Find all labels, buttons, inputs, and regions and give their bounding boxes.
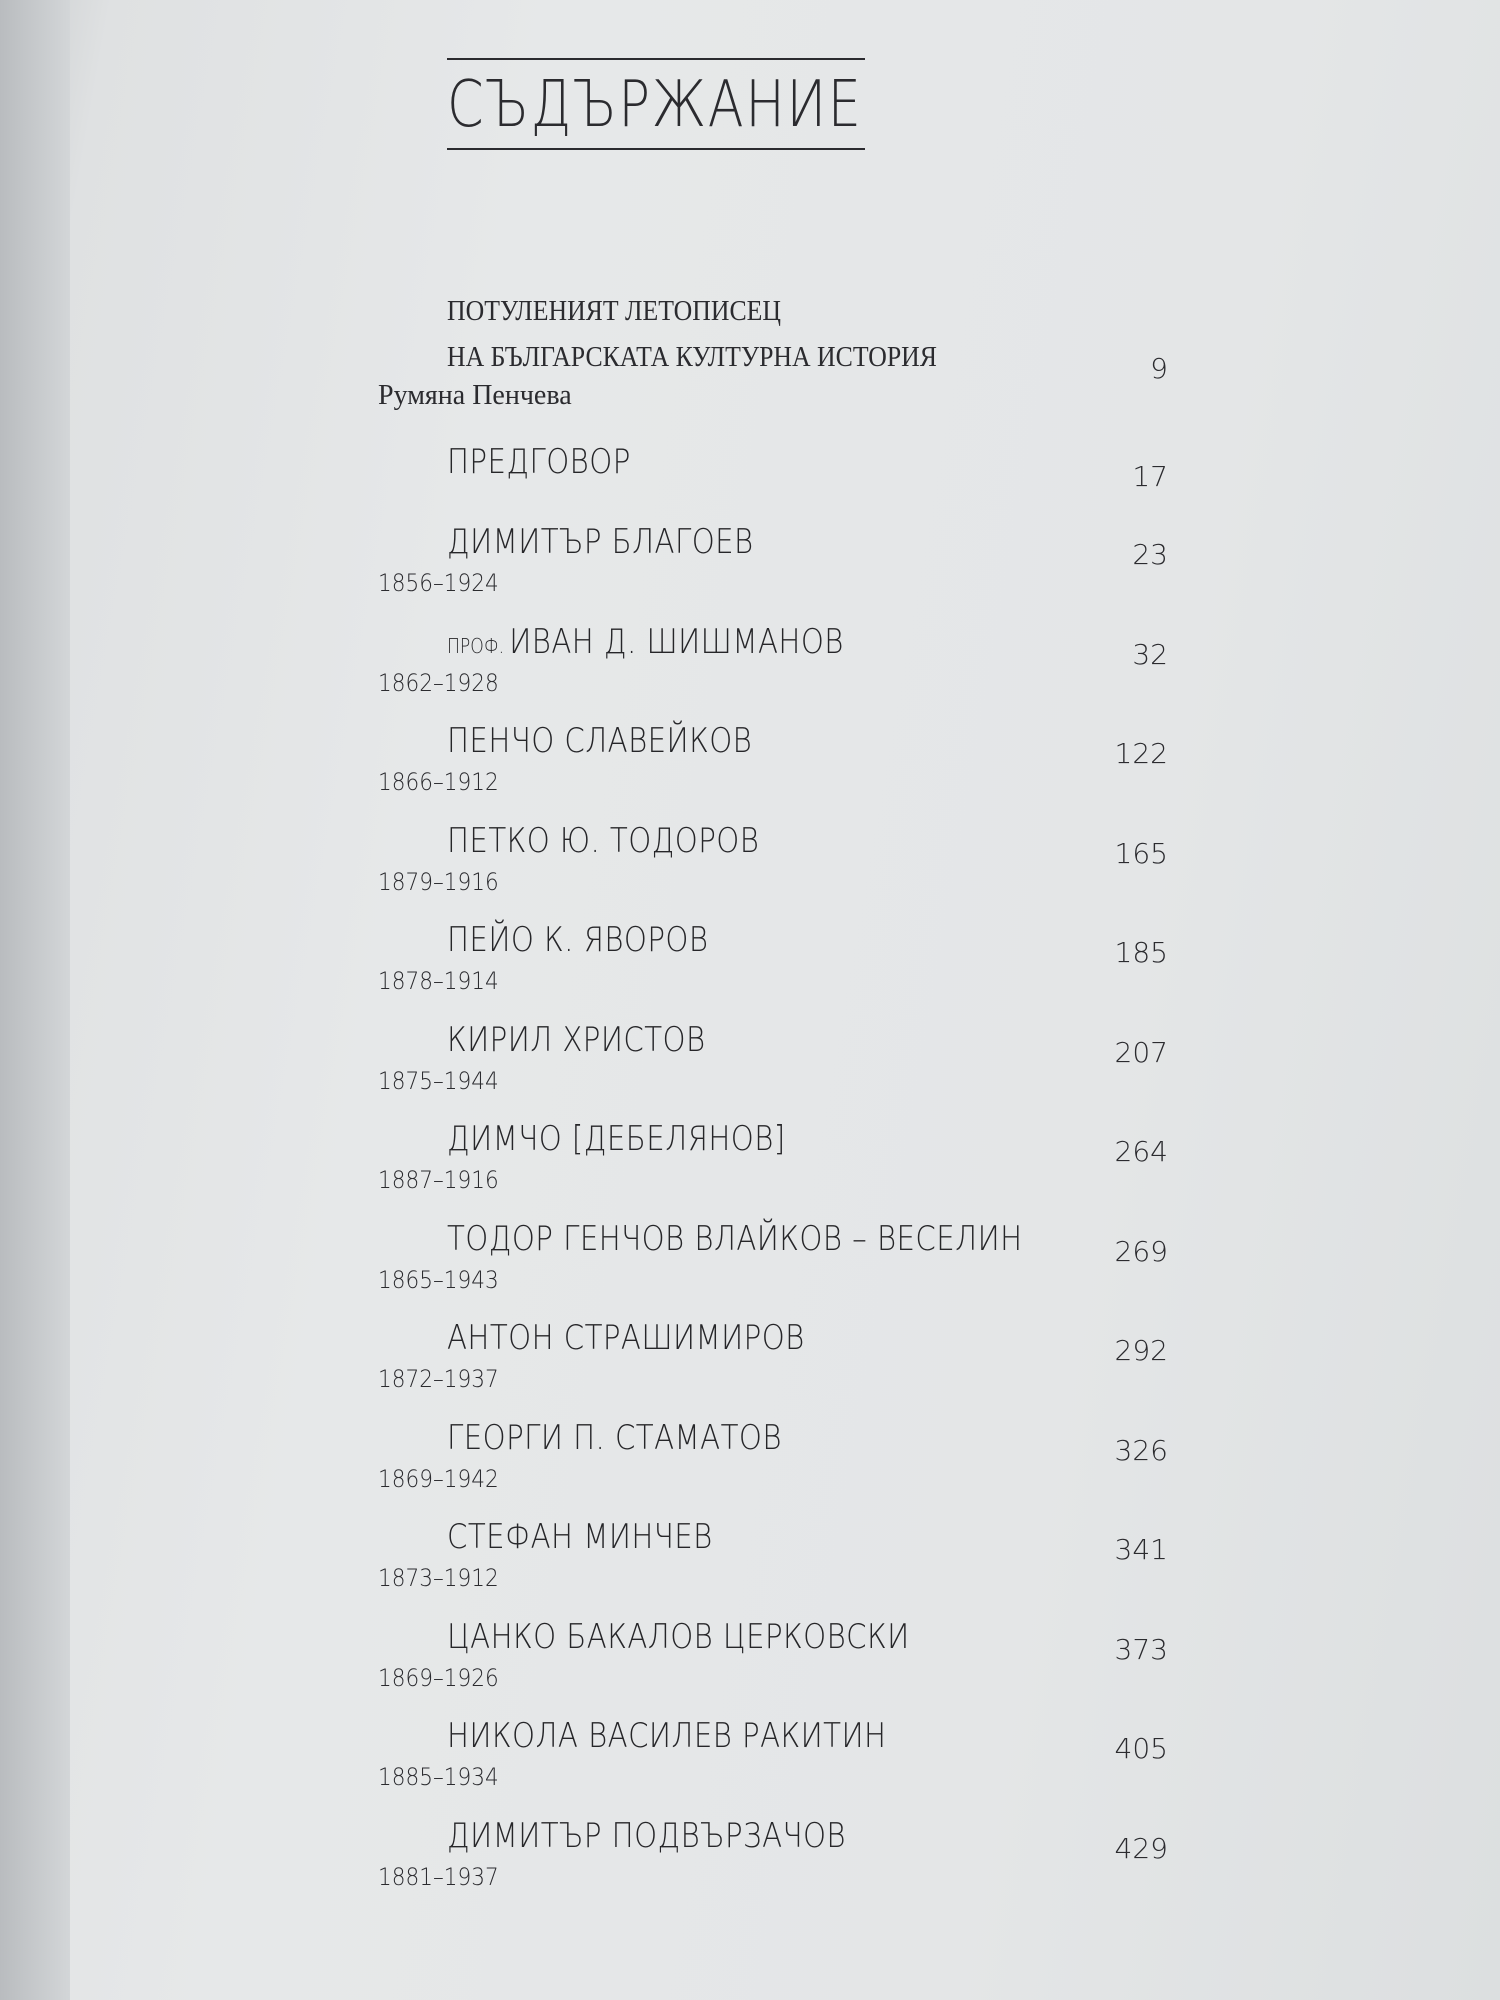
entry-author-name — [447, 1617, 910, 1657]
entry-name-text: ДИМИТЪР БЛАГОЕВ — [447, 522, 754, 562]
heading-top-rule — [447, 58, 865, 60]
entry-life-years: 1873–1912 — [378, 1564, 499, 1592]
entry-page-number: 326 — [1114, 1433, 1168, 1467]
entry-author-name — [447, 920, 708, 960]
entry-name-text: АНТОН СТРАШИМИРОВ — [447, 1318, 805, 1358]
entry-name-text: ДИМЧО [ДЕБЕЛЯНОВ] — [447, 1119, 786, 1159]
entry-life-years: 1862–1928 — [378, 668, 499, 697]
contents-heading — [447, 58, 865, 150]
entry-author-name — [447, 1816, 846, 1856]
entry-author-name — [447, 622, 844, 662]
entry-life-years: 1856–1924 — [378, 569, 499, 597]
heading-bottom-rule — [447, 148, 865, 150]
entry-page-number: 292 — [1114, 1334, 1168, 1367]
entry-page-number: 264 — [1114, 1135, 1168, 1168]
entry-author-name — [447, 1318, 805, 1358]
entry-name-text: ПЕТКО Ю. ТОДОРОВ — [447, 820, 760, 861]
entry-name-text: ИВАН Д. ШИШМАНОВ — [509, 621, 844, 662]
intro-title-line-2: НА БЪЛГАРСКАТА КУЛТУРНА ИСТОРИЯ — [447, 342, 937, 373]
preface-page-number: 17 — [1132, 460, 1168, 493]
entry-name-text: СТЕФАН МИНЧЕВ — [447, 1517, 713, 1557]
entry-name-text: ПЕЙО К. ЯВОРОВ — [447, 920, 709, 960]
entry-name-text: ПЕНЧО СЛАВЕЙКОВ — [447, 721, 753, 761]
entry-page-number: 165 — [1114, 836, 1168, 870]
entry-life-years: 1881–1937 — [378, 1862, 499, 1891]
book-spine-shadow — [0, 0, 70, 2000]
entry-author-name — [447, 522, 754, 562]
entry-author-name — [447, 1119, 786, 1159]
entry-life-years: 1869–1926 — [378, 1663, 499, 1692]
entry-page-number: 373 — [1114, 1632, 1168, 1666]
entry-page-number: 185 — [1114, 936, 1168, 969]
entry-author-name — [447, 821, 759, 861]
intro-title-line-1: ПОТУЛЕНИЯТ ЛЕТОПИСЕЦ — [447, 296, 781, 327]
entry-page-number: 23 — [1132, 538, 1168, 571]
entry-page-number: 207 — [1114, 1035, 1168, 1069]
intro-page-number: 9 — [1150, 352, 1168, 385]
entry-name-text: ЦАНКО БАКАЛОВ ЦЕРКОВСКИ — [447, 1616, 910, 1657]
entry-author-name — [447, 1418, 782, 1458]
entry-page-number: 341 — [1114, 1533, 1168, 1566]
entry-name-text: ТОДОР ГЕНЧОВ ВЛАЙКОВ – ВЕСЕЛИН — [447, 1218, 1023, 1259]
entry-life-years: 1875–1944 — [378, 1066, 499, 1095]
entry-page-number: 122 — [1114, 737, 1168, 770]
entry-page-number: 405 — [1114, 1732, 1168, 1765]
entry-name-text: КИРИЛ ХРИСТОВ — [447, 1019, 706, 1060]
entry-life-years: 1885–1934 — [378, 1763, 499, 1791]
entry-name-text: ГЕОРГИ П. СТАМАТОВ — [447, 1417, 782, 1458]
entry-life-years: 1879–1916 — [378, 867, 499, 896]
entry-page-number: 429 — [1114, 1831, 1168, 1865]
entry-life-years: 1865–1943 — [378, 1265, 499, 1294]
entry-life-years: 1872–1937 — [378, 1365, 499, 1393]
entry-author-name — [447, 1020, 706, 1060]
intro-author: Румяна Пенчева — [378, 380, 572, 411]
entry-life-years: 1887–1916 — [378, 1166, 499, 1194]
entry-name-prefix: ПРОФ. — [447, 633, 505, 658]
entry-author-name — [447, 721, 752, 761]
entry-name-text: НИКОЛА ВАСИЛЕВ РАКИТИН — [447, 1716, 887, 1756]
entry-author-name — [447, 1219, 1023, 1259]
preface-title: ПРЕДГОВОР — [447, 442, 631, 482]
entry-name-text: ДИМИТЪР ПОДВЪРЗАЧОВ — [447, 1815, 847, 1856]
entry-page-number: 269 — [1114, 1234, 1168, 1268]
entry-author-name — [447, 1716, 886, 1756]
contents-heading-text: СЪДЪРЖАНИЕ — [447, 68, 863, 142]
entry-page-number: 32 — [1132, 637, 1168, 671]
entry-author-name — [447, 1517, 713, 1557]
entry-life-years: 1878–1914 — [378, 967, 499, 995]
entry-life-years: 1869–1942 — [378, 1464, 499, 1493]
entry-life-years: 1866–1912 — [378, 768, 499, 796]
